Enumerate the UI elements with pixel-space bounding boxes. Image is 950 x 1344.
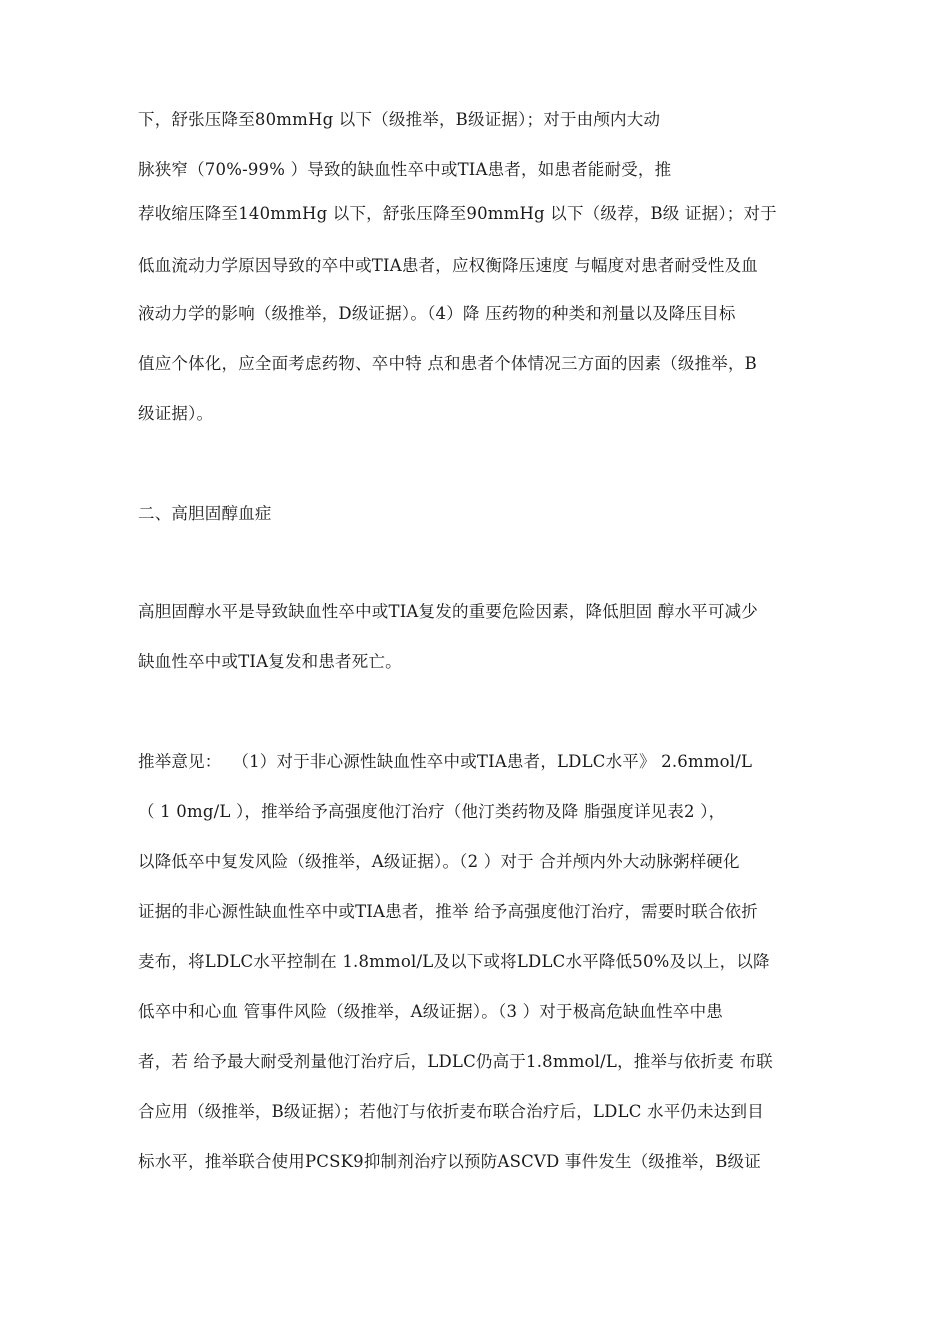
section-heading: 二、高胆固醇血症 [138, 504, 272, 523]
paragraph-line: 证据的非心源性缺血性卒中或TIA患者，推举 给予高强度他汀治疗，需要时联合依折 [138, 902, 758, 921]
paragraph-line: 级证据）。 [138, 404, 214, 423]
paragraph-line: 麦布，将LDLC水平控制在 1.8mmol/L及以下或将LDLC水平降低50%及以上，以降 [138, 952, 770, 971]
paragraph-line: 缺血性卒中或TIA复发和患者死亡。 [138, 652, 402, 671]
paragraph-line: 值应个体化，应全面考虑药物、卒中特 点和患者个体情况三方面的因素（级推举，B [138, 354, 757, 373]
paragraph-line: 合应用（级推举，B级证据）；若他汀与依折麦布联合治疗后，LDLC 水平仍未达到目 [138, 1102, 764, 1121]
paragraph-line: （ 1 0mg/L ），推举给予高强度他汀治疗（他汀类药物及降 脂强度详见表2 ）， [138, 802, 726, 821]
paragraph-line: 下，舒张压降至80mmHg 以下（级推举，B级证据）；对于由颅内大动 [138, 110, 661, 129]
paragraph-line: 标水平，推举联合使用PCSK9抑制剂治疗以预防ASCVD 事件发生（级推举，B级证 [138, 1152, 761, 1171]
paragraph-line: 者，若 给予最大耐受剂量他汀治疗后，LDLC仍高于1.8mmol/L，推举与依折麦 布联 [138, 1052, 773, 1071]
paragraph-line: 低卒中和心血 管事件风险（级推举，A级证据）。（3 ）对于极高危缺血性卒中患 [138, 1002, 724, 1021]
paragraph-line: 推举意见： （1）对于非心源性缺血性卒中或TIA患者，LDLC水平》 2.6mmol/L [138, 752, 753, 771]
paragraph-line: 脉狭窄（70%-99% ）导致的缺血性卒中或TIA患者，如患者能耐受，推 [138, 160, 672, 179]
paragraph-line: 液动力学的影响（级推举，D级证据）。（4）降 压药物的种类和剂量以及降压目标 [138, 304, 736, 323]
paragraph-line: 低血流动力学原因导致的卒中或TIA患者，应权衡降压速度 与幅度对患者耐受性及血 [138, 256, 758, 275]
paragraph-line: 以降低卒中复发风险（级推举，A级证据）。（2 ）对于 合并颅内外大动脉粥样硬化 [138, 852, 740, 871]
paragraph-line: 荐收缩压降至140mmHg 以下，舒张压降至90mmHg 以下（级荐，B级 证据）；对于 [138, 204, 777, 223]
paragraph-line: 高胆固醇水平是导致缺血性卒中或TIA复发的重要危险因素，降低胆固 醇水平可减少 [138, 602, 758, 621]
